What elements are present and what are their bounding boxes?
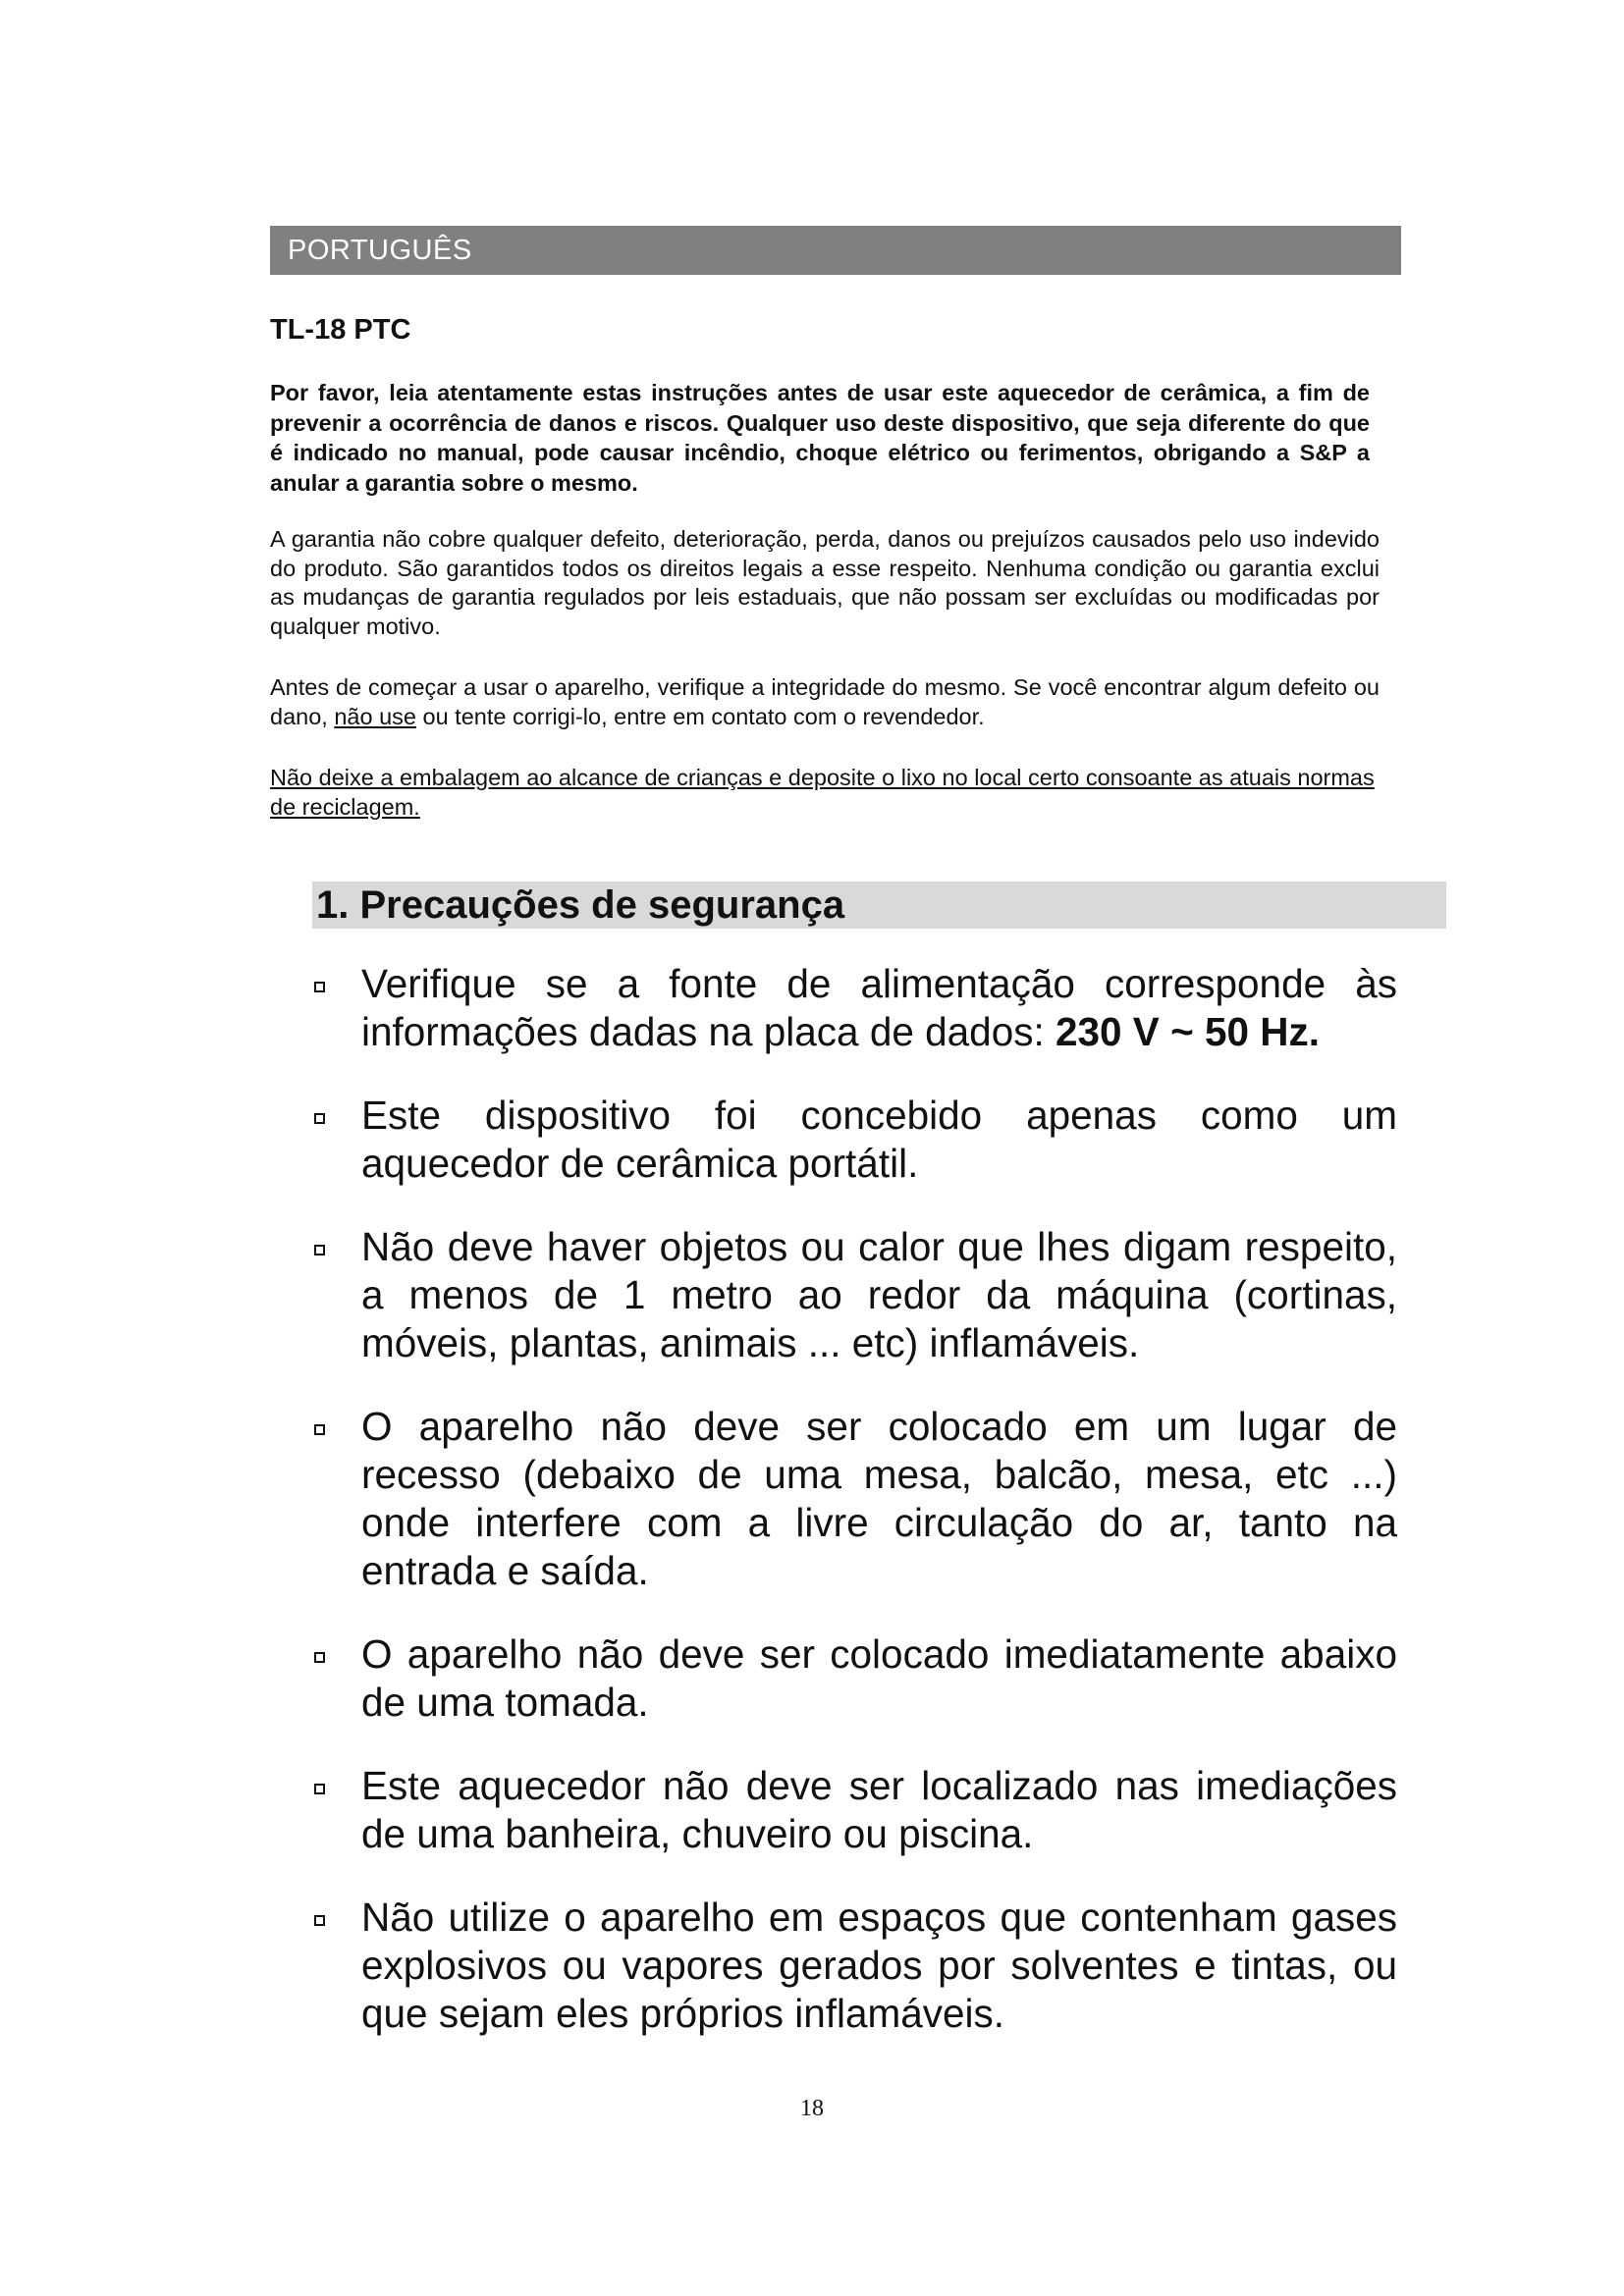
- packaging-paragraph: [270, 764, 1375, 822]
- check-text-underlined: não use: [334, 703, 416, 729]
- list-item-text: O aparelho não deve ser colocado em um lugar de recesso (debaixo de uma mesa, balcão, mesa, etc ...) onde interfere com a livre circulação do ar, tanto na entrada e saída.: [361, 1404, 1397, 1593]
- section-heading-bar: [312, 881, 1446, 929]
- list-item: [312, 1762, 1397, 1858]
- section-title: 1. Precauções de segurança: [316, 882, 845, 927]
- list-item-text: Este aquecedor não deve ser localizado nas imediações de uma banheira, chuveiro ou piscina.: [361, 1763, 1397, 1856]
- integrity-check-paragraph: [270, 673, 1380, 731]
- language-label: PORTUGUÊS: [288, 234, 472, 266]
- list-item-text: Não utilize o aparelho em espaços que contenham gases explosivos ou vapores gerados por solventes e tintas, ou que sejam eles próprios inflamáveis.: [361, 1895, 1397, 2036]
- list-item: [312, 1092, 1397, 1188]
- intro-warning-paragraph: Por favor, leia atentamente estas instruções antes de usar este aquecedor de cerâmica, a fim de prevenir a ocorrência de danos e riscos. Qualquer uso deste dispositivo, que seja diferente do que é indicado no manual, pode causar incêndio, choque elétrico ou ferimentos, obrigando a S&P a anular a garantia sobre o mesmo.: [270, 380, 1370, 496]
- checkbox-bullet-icon: [314, 1915, 325, 1926]
- list-item-text: Não deve haver objetos ou calor que lhes digam respeito, a menos de 1 metro ao redor da máquina (cortinas, móveis, plantas, animais ... etc) inflamáveis.: [361, 1224, 1397, 1365]
- checkbox-bullet-icon: [314, 1245, 325, 1255]
- list-item: [312, 960, 1397, 1056]
- guarantee-paragraph: A garantia não cobre qualquer defeito, deterioração, perda, danos ou prejuízos causados pelo uso indevido do produto. São garantidos todos os direitos legais a esse respeito. Nenhuma condição ou garantia exclui as mudanças de garantia regulados por leis estaduais, que não possam ser excluídas ou modificadas por qualquer motivo.: [270, 526, 1380, 639]
- list-item: [312, 1894, 1397, 2038]
- precautions-list: [312, 960, 1397, 2073]
- checkbox-bullet-icon: [314, 1424, 325, 1435]
- packaging-text: Não deixe a embalagem ao alcance de crianças e deposite o lixo no local certo consoante as atuais normas de reciclagem.: [270, 765, 1375, 820]
- checkbox-bullet-icon: [314, 1784, 325, 1794]
- model-title: TL-18 PTC: [270, 314, 411, 346]
- list-item: [312, 1223, 1397, 1367]
- voltage-spec: 230 V ~ 50 Hz.: [1055, 1009, 1321, 1054]
- checkbox-bullet-icon: [314, 1113, 325, 1124]
- list-item-text: Este dispositivo foi concebido apenas como um aquecedor de cerâmica portátil.: [361, 1093, 1397, 1186]
- list-item: [312, 1403, 1397, 1595]
- check-text-after: ou tente corrigi-lo, entre em contato com o revendedor.: [415, 703, 985, 729]
- checkbox-bullet-icon: [314, 1652, 325, 1663]
- page-number: 18: [800, 2096, 824, 2121]
- list-item-text: O aparelho não deve ser colocado imediatamente abaixo de uma tomada.: [361, 1631, 1397, 1725]
- language-header-bar: [270, 226, 1401, 275]
- list-item: [312, 1630, 1397, 1727]
- check-text-before: Antes de começar a usar o aparelho, verifique a integridade do mesmo. Se você encontrar algum defeito ou dano,: [270, 674, 1380, 729]
- list-item-text: Verifique se a fonte de alimentação corresponde às informações dadas na placa de dados:: [361, 961, 1397, 1054]
- checkbox-bullet-icon: [314, 982, 325, 992]
